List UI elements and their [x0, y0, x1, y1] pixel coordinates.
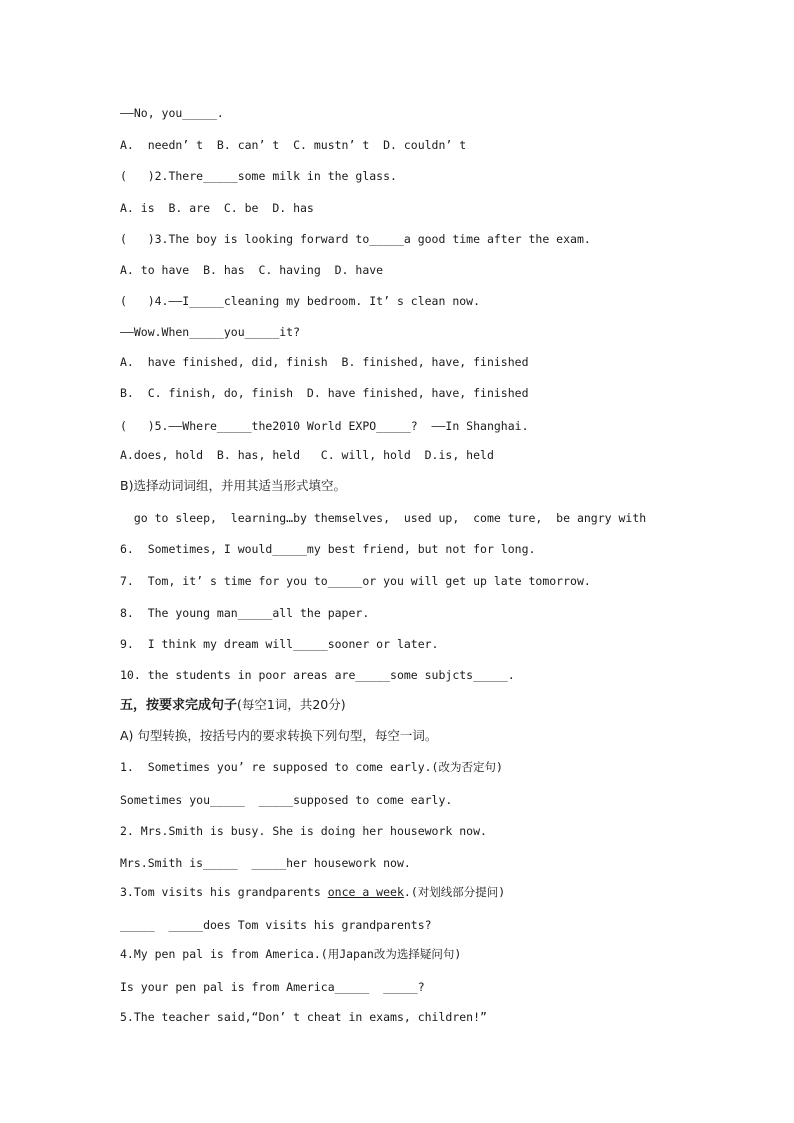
question-2: ( )2.There_____some milk in the glass. — [120, 169, 397, 183]
transform-item-5: 5.The teacher said,“Don’ t cheat in exams, children!” — [120, 1010, 487, 1024]
item-3-text: 3.Tom visits his grandparents — [120, 885, 328, 899]
section-5-note: (每空1词，共20分) — [237, 697, 346, 712]
question-3: ( )3.The boy is looking forward to_____a good time after the exam. — [120, 232, 591, 246]
fill-item-7: 7. Tom, it’ s time for you to_____or you will get up late tomorrow. — [120, 574, 591, 588]
answer-line: _____ _____does Tom visits his grandparents? — [120, 918, 432, 932]
transform-item-4: 4.My pen pal is from America.(用Japan改为选择疑问句) — [120, 947, 462, 961]
answer-line: Is your pen pal is from America_____ _____? — [120, 980, 425, 994]
options-line: A. to have B. has C. having D. have — [120, 263, 384, 277]
question-4-followup: ——Wow.When_____you_____it? — [120, 325, 301, 339]
fill-item-10: 10. the students in poor areas are_____some subjcts_____. — [120, 668, 515, 682]
question-5: ( )5.——Where_____the2010 World EXPO_____? ——In Shanghai. — [120, 419, 529, 433]
answer-line: Mrs.Smith is_____ _____her housework now. — [120, 856, 411, 870]
transform-item-3 — [120, 884, 505, 900]
fill-item-9: 9. I think my dream will_____sooner or later. — [120, 637, 439, 651]
underlined-phrase: once a week — [327, 885, 404, 899]
fill-item-8: 8. The young man_____all the paper. — [120, 606, 370, 620]
transform-item-2: 2. Mrs.Smith is busy. She is doing her housework now. — [120, 824, 487, 838]
options-line: B. C. finish, do, finish D. have finished, have, finished — [120, 386, 529, 400]
transform-item-1: 1. Sometimes you’ re supposed to come early.(改为否定句) — [120, 760, 503, 774]
options-line: A. have finished, did, finish B. finished, have, finished — [120, 355, 529, 369]
section-5-title: 五，按要求完成句子 — [120, 698, 238, 713]
answer-line: Sometimes you_____ _____supposed to come early. — [120, 793, 453, 807]
part-a-heading: A) 句型转换，按括号内的要求转换下列句型，每空一词。 — [120, 728, 438, 743]
options-line: A.does, hold B. has, held C. will, hold D.is, held — [120, 448, 494, 462]
options-line: A. is B. are C. be D. has — [120, 201, 314, 215]
phrase-bank: go to sleep, learning…by themselves, used up, come ture, be angry with — [120, 511, 647, 525]
options-line: A. needn’ t B. can’ t C. mustn’ t D. couldn’ t — [120, 138, 467, 152]
part-b-heading: B)选择动词词组，并用其适当形式填空。 — [120, 478, 346, 493]
answer-line: ——No, you_____. — [120, 106, 224, 120]
section-5-heading — [120, 697, 346, 713]
fill-item-6: 6. Sometimes, I would_____my best friend, but not for long. — [120, 542, 536, 556]
question-4: ( )4.——I_____cleaning my bedroom. It’ s clean now. — [120, 294, 481, 308]
item-3-instruction: .(对划线部分提问) — [403, 885, 506, 899]
